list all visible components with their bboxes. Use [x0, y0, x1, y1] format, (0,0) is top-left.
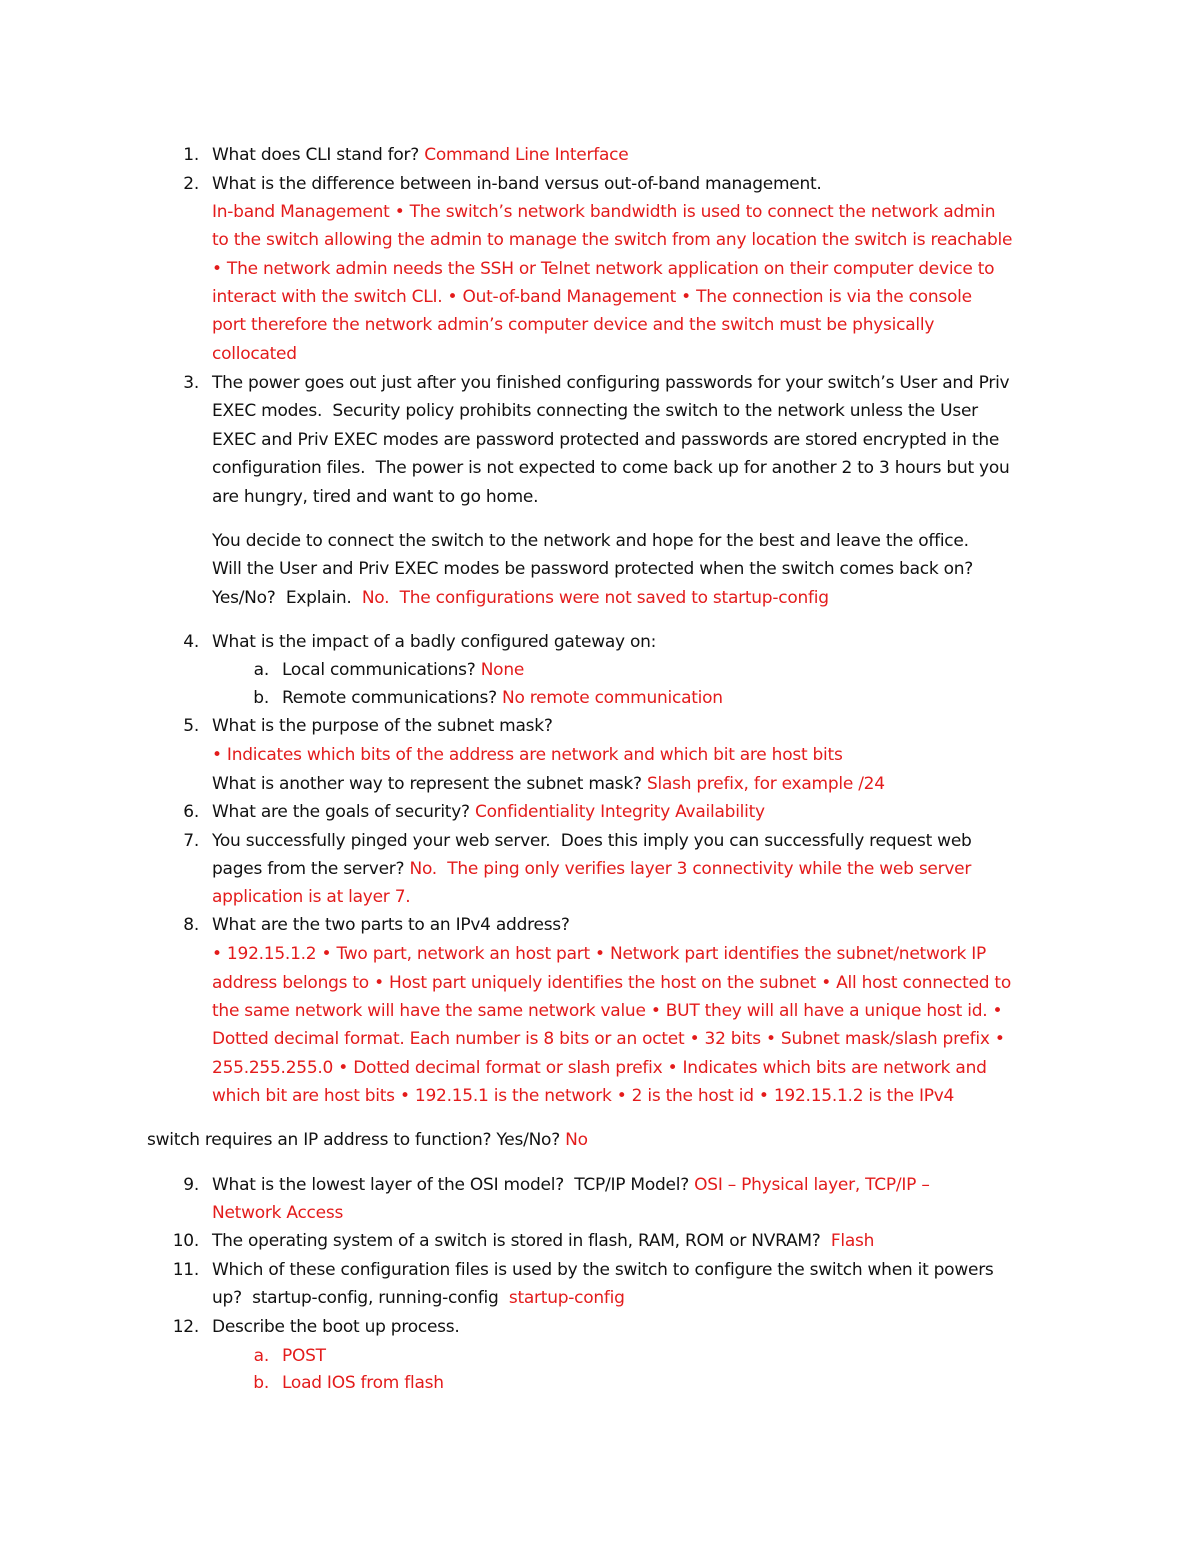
question-text: What is the purpose of the subnet mask?	[212, 716, 553, 736]
answer-8-line-2: address belongs to • Host part uniquely identifies the host on the subnet • All host connected to	[212, 973, 1011, 993]
question-text: up? startup-config, running-config	[212, 1288, 509, 1308]
question-5	[183, 715, 1072, 737]
question-8	[183, 914, 1072, 936]
question-3-line-1	[183, 372, 1072, 394]
question-text: The power goes out just after you finished configuring passwords for your switch’s User and Priv	[212, 373, 1010, 393]
question-text: Local communications?	[282, 660, 481, 680]
question-7-line-2	[212, 858, 1072, 880]
question-2	[183, 173, 1072, 195]
answer-text: OSI – Physical layer, TCP/IP –	[694, 1175, 930, 1195]
answer-8-line-6: which bit are host bits • 192.15.1 is the network • 2 is the host id • 192.15.1.2 is the IPv4	[212, 1086, 955, 1106]
answer-text: None	[480, 660, 525, 680]
answer-2-line-5: port therefore the network admin’s computer device and the switch must be physically	[212, 315, 935, 335]
answer-8-line-3: the same network will have the same network value • BUT they will all have a unique host id. •	[212, 1001, 1003, 1021]
question-6	[183, 801, 1072, 823]
list-number: 10.	[172, 1231, 199, 1251]
list-letter: a.	[253, 1346, 269, 1366]
question-text: What is the impact of a badly configured gateway on:	[212, 632, 657, 652]
list-number: 11.	[172, 1260, 199, 1280]
question-4	[183, 631, 1072, 653]
answer-text: No remote communication	[502, 688, 723, 708]
answer-12a	[253, 1345, 1142, 1367]
answer-2-line-2: to the switch allowing the admin to manage the switch from any location the switch is reachable	[212, 230, 1013, 250]
list-letter: b.	[253, 1373, 269, 1393]
question-9	[183, 1174, 1072, 1196]
list-number: 4.	[183, 632, 199, 652]
question-text: What is another way to represent the subnet mask?	[212, 774, 647, 794]
answer-12b	[253, 1372, 1142, 1394]
question-text: What are the two parts to an IPv4 address?	[212, 915, 570, 935]
question-3-line-3: EXEC and Priv EXEC modes are password protected and passwords are stored encrypted in the	[212, 430, 1000, 450]
answer-text: No. The ping only verifies layer 3 connectivity while the web server	[409, 859, 972, 879]
question-1	[183, 144, 1072, 166]
question-3-line-4: configuration files. The power is not expected to come back up for another 2 to 3 hours but you	[212, 458, 1010, 478]
question-7	[183, 830, 1072, 852]
answer-8-line-5: 255.255.255.0 • Dotted decimal format or slash prefix • Indicates which bits are network and	[212, 1058, 987, 1078]
question-4b	[253, 687, 1142, 709]
answer-2-line-3: • The network admin needs the SSH or Telnet network application on their computer device to	[212, 259, 995, 279]
question-5b	[212, 773, 1072, 795]
question-text: pages from the server?	[212, 859, 410, 879]
list-number: 7.	[183, 831, 199, 851]
answer-text: Confidentiality Integrity Availability	[474, 802, 765, 822]
answer-2-line-6: collocated	[212, 344, 297, 364]
list-number: 12.	[172, 1317, 199, 1337]
question-text: Which of these configuration files is used by the switch to configure the switch when it powers	[212, 1260, 994, 1280]
question-text: Yes/No? Explain.	[212, 588, 362, 608]
question-text: What does CLI stand for?	[212, 145, 425, 165]
question-11-line-2	[212, 1287, 1072, 1309]
switch-ip-question	[147, 1129, 1007, 1151]
answer-5: • Indicates which bits of the address are network and which bit are host bits	[212, 745, 843, 765]
list-number: 1.	[183, 145, 199, 165]
answer-8-line-1: • 192.15.1.2 • Two part, network an host part • Network part identifies the subnet/network IP	[212, 944, 986, 964]
question-text: What is the lowest layer of the OSI model? TCP/IP Model?	[212, 1175, 695, 1195]
question-text: switch requires an IP address to function? Yes/No?	[147, 1130, 566, 1150]
question-12	[172, 1316, 1072, 1338]
answer-text: No. The configurations were not saved to startup-config	[361, 588, 829, 608]
question-3-scenario-line-2: Will the User and Priv EXEC modes be password protected when the switch comes back on?	[212, 559, 974, 579]
answer-text: Command Line Interface	[424, 145, 629, 165]
question-text: You successfully pinged your web server. Does this imply you can successfully request web	[212, 831, 972, 851]
question-11	[172, 1259, 1072, 1281]
answer-9-line-2: Network Access	[212, 1203, 344, 1223]
list-number: 5.	[183, 716, 199, 736]
list-number: 3.	[183, 373, 199, 393]
question-text: The operating system of a switch is stored in flash, RAM, ROM or NVRAM?	[212, 1231, 831, 1251]
answer-text: Slash prefix, for example /24	[646, 774, 885, 794]
question-4a	[253, 659, 1142, 681]
list-number: 6.	[183, 802, 199, 822]
question-3-line-2: EXEC modes. Security policy prohibits connecting the switch to the network unless the User	[212, 401, 978, 421]
list-number: 9.	[183, 1175, 199, 1195]
question-3-prompt	[212, 587, 1072, 609]
question-10	[172, 1230, 1072, 1252]
answer-text: startup-config	[508, 1288, 625, 1308]
question-3-scenario-line-1: You decide to connect the switch to the network and hope for the best and leave the office.	[212, 531, 969, 551]
question-text: What are the goals of security?	[212, 802, 475, 822]
question-3-line-5: are hungry, tired and want to go home.	[212, 487, 539, 507]
answer-7-line-2: application is at layer 7.	[212, 887, 411, 907]
question-text: Describe the boot up process.	[212, 1317, 460, 1337]
list-number: 2.	[183, 174, 199, 194]
answer-text: No	[565, 1130, 588, 1150]
list-letter: a.	[253, 660, 269, 680]
list-number: 8.	[183, 915, 199, 935]
answer-2-line-4: interact with the switch CLI. • Out-of-band Management • The connection is via the console	[212, 287, 972, 307]
answer-8-line-4: Dotted decimal format. Each number is 8 bits or an octet • 32 bits • Subnet mask/slash prefix •	[212, 1029, 1005, 1049]
answer-text: Flash	[830, 1231, 875, 1251]
question-text: What is the difference between in-band versus out-of-band management.	[212, 174, 822, 194]
answer-2-line-1: In-band Management • The switch’s network bandwidth is used to connect the network admin	[212, 202, 996, 222]
list-letter: b.	[253, 688, 269, 708]
answer-text: POST	[282, 1346, 326, 1366]
question-text: Remote communications?	[282, 688, 502, 708]
answer-text: Load IOS from flash	[282, 1373, 444, 1393]
